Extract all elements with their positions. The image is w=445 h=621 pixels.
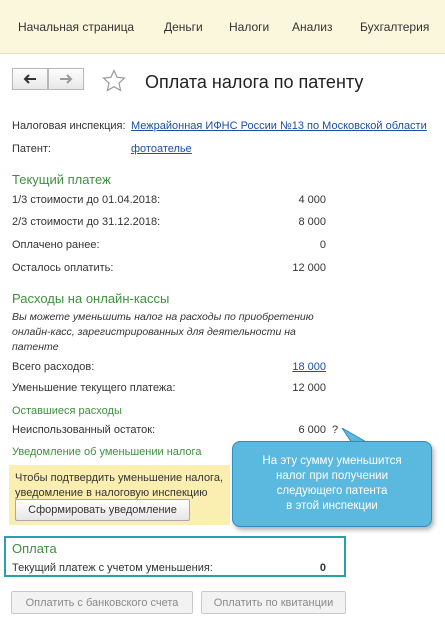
callout-line2: налог при получении (275, 470, 389, 482)
total-expenses-link[interactable]: 18 000 (292, 361, 326, 373)
paid-before-value: 0 (319, 239, 326, 251)
reduction-value: 12 000 (292, 382, 326, 394)
left-to-pay-value: 12 000 (292, 262, 326, 274)
nav-money[interactable]: Деньги (164, 20, 203, 34)
top-navigation (0, 0, 445, 54)
notification-text-line2: уведомление в налоговую инспекцию (15, 487, 208, 499)
arrow-right-icon (59, 74, 73, 84)
callout-line3: следующего патента (276, 485, 388, 497)
unused-balance-value: 6 000 (298, 424, 326, 436)
second-third-label: 2/3 стоимости до 31.12.2018: (12, 216, 161, 228)
notification-text-line1: Чтобы подтвердить уменьшение налога, (15, 472, 224, 484)
total-expenses-label: Всего расходов: (12, 361, 95, 373)
reduction-label: Уменьшение текущего платежа: (12, 382, 176, 394)
current-payment-title: Текущий платеж (12, 172, 111, 187)
payment-form (0, 55, 445, 621)
nav-home[interactable]: Начальная страница (18, 20, 135, 34)
left-to-pay-label: Осталось оплатить: (12, 262, 114, 274)
nav-accounting[interactable]: Бухгалтерия (360, 20, 430, 34)
inspection-label: Налоговая инспекция: (12, 120, 126, 132)
notification-title: Уведомление об уменьшении налога (12, 446, 202, 458)
unused-balance-label: Неиспользованный остаток: (12, 424, 156, 436)
callout-line1: На эту сумму уменьшится (262, 455, 402, 467)
notification-text (15, 471, 223, 501)
second-third-value: 8 000 (298, 216, 326, 228)
inspection-link[interactable]: Межрайонная ИФНС России №13 по Московской области (131, 120, 427, 132)
callout-line4: в этой инспекции (286, 500, 378, 512)
current-payment-reduced-label: Текущий платеж с учетом уменьшения: (12, 562, 213, 574)
paid-before-label: Оплачено ранее: (12, 239, 100, 251)
star-icon[interactable] (102, 69, 126, 92)
online-kkt-note: Вы можете уменьшить налог на расходы по приобретению онлайн-касс, зарегистрированных для деятельности на патенте (12, 311, 314, 353)
hint-callout (232, 441, 432, 527)
nav-analysis[interactable]: Анализ (292, 20, 333, 34)
page-title: Оплата налога по патенту (145, 72, 364, 92)
first-third-label: 1/3 стоимости до 01.04.2018: (12, 194, 161, 206)
patent-link[interactable]: фотоателье (131, 143, 192, 155)
payment-title: Оплата (12, 541, 57, 556)
patent-label: Патент: (12, 143, 51, 155)
online-kkt-title: Расходы на онлайн-кассы (12, 291, 170, 306)
back-button[interactable] (12, 68, 48, 90)
first-third-value: 4 000 (298, 194, 326, 206)
current-payment-reduced-value: 0 (319, 562, 326, 574)
arrow-left-icon (23, 74, 37, 84)
pay-receipt-button[interactable]: Оплатить по квитанции (201, 591, 346, 614)
nav-taxes[interactable]: Налоги (229, 20, 270, 34)
help-icon[interactable]: ? (332, 424, 339, 436)
remaining-title: Оставшиеся расходы (12, 405, 122, 417)
generate-notification-button[interactable]: Сформировать уведомление (15, 499, 190, 521)
forward-button[interactable] (48, 68, 84, 90)
pay-bank-button[interactable]: Оплатить с банковского счета (11, 591, 193, 614)
